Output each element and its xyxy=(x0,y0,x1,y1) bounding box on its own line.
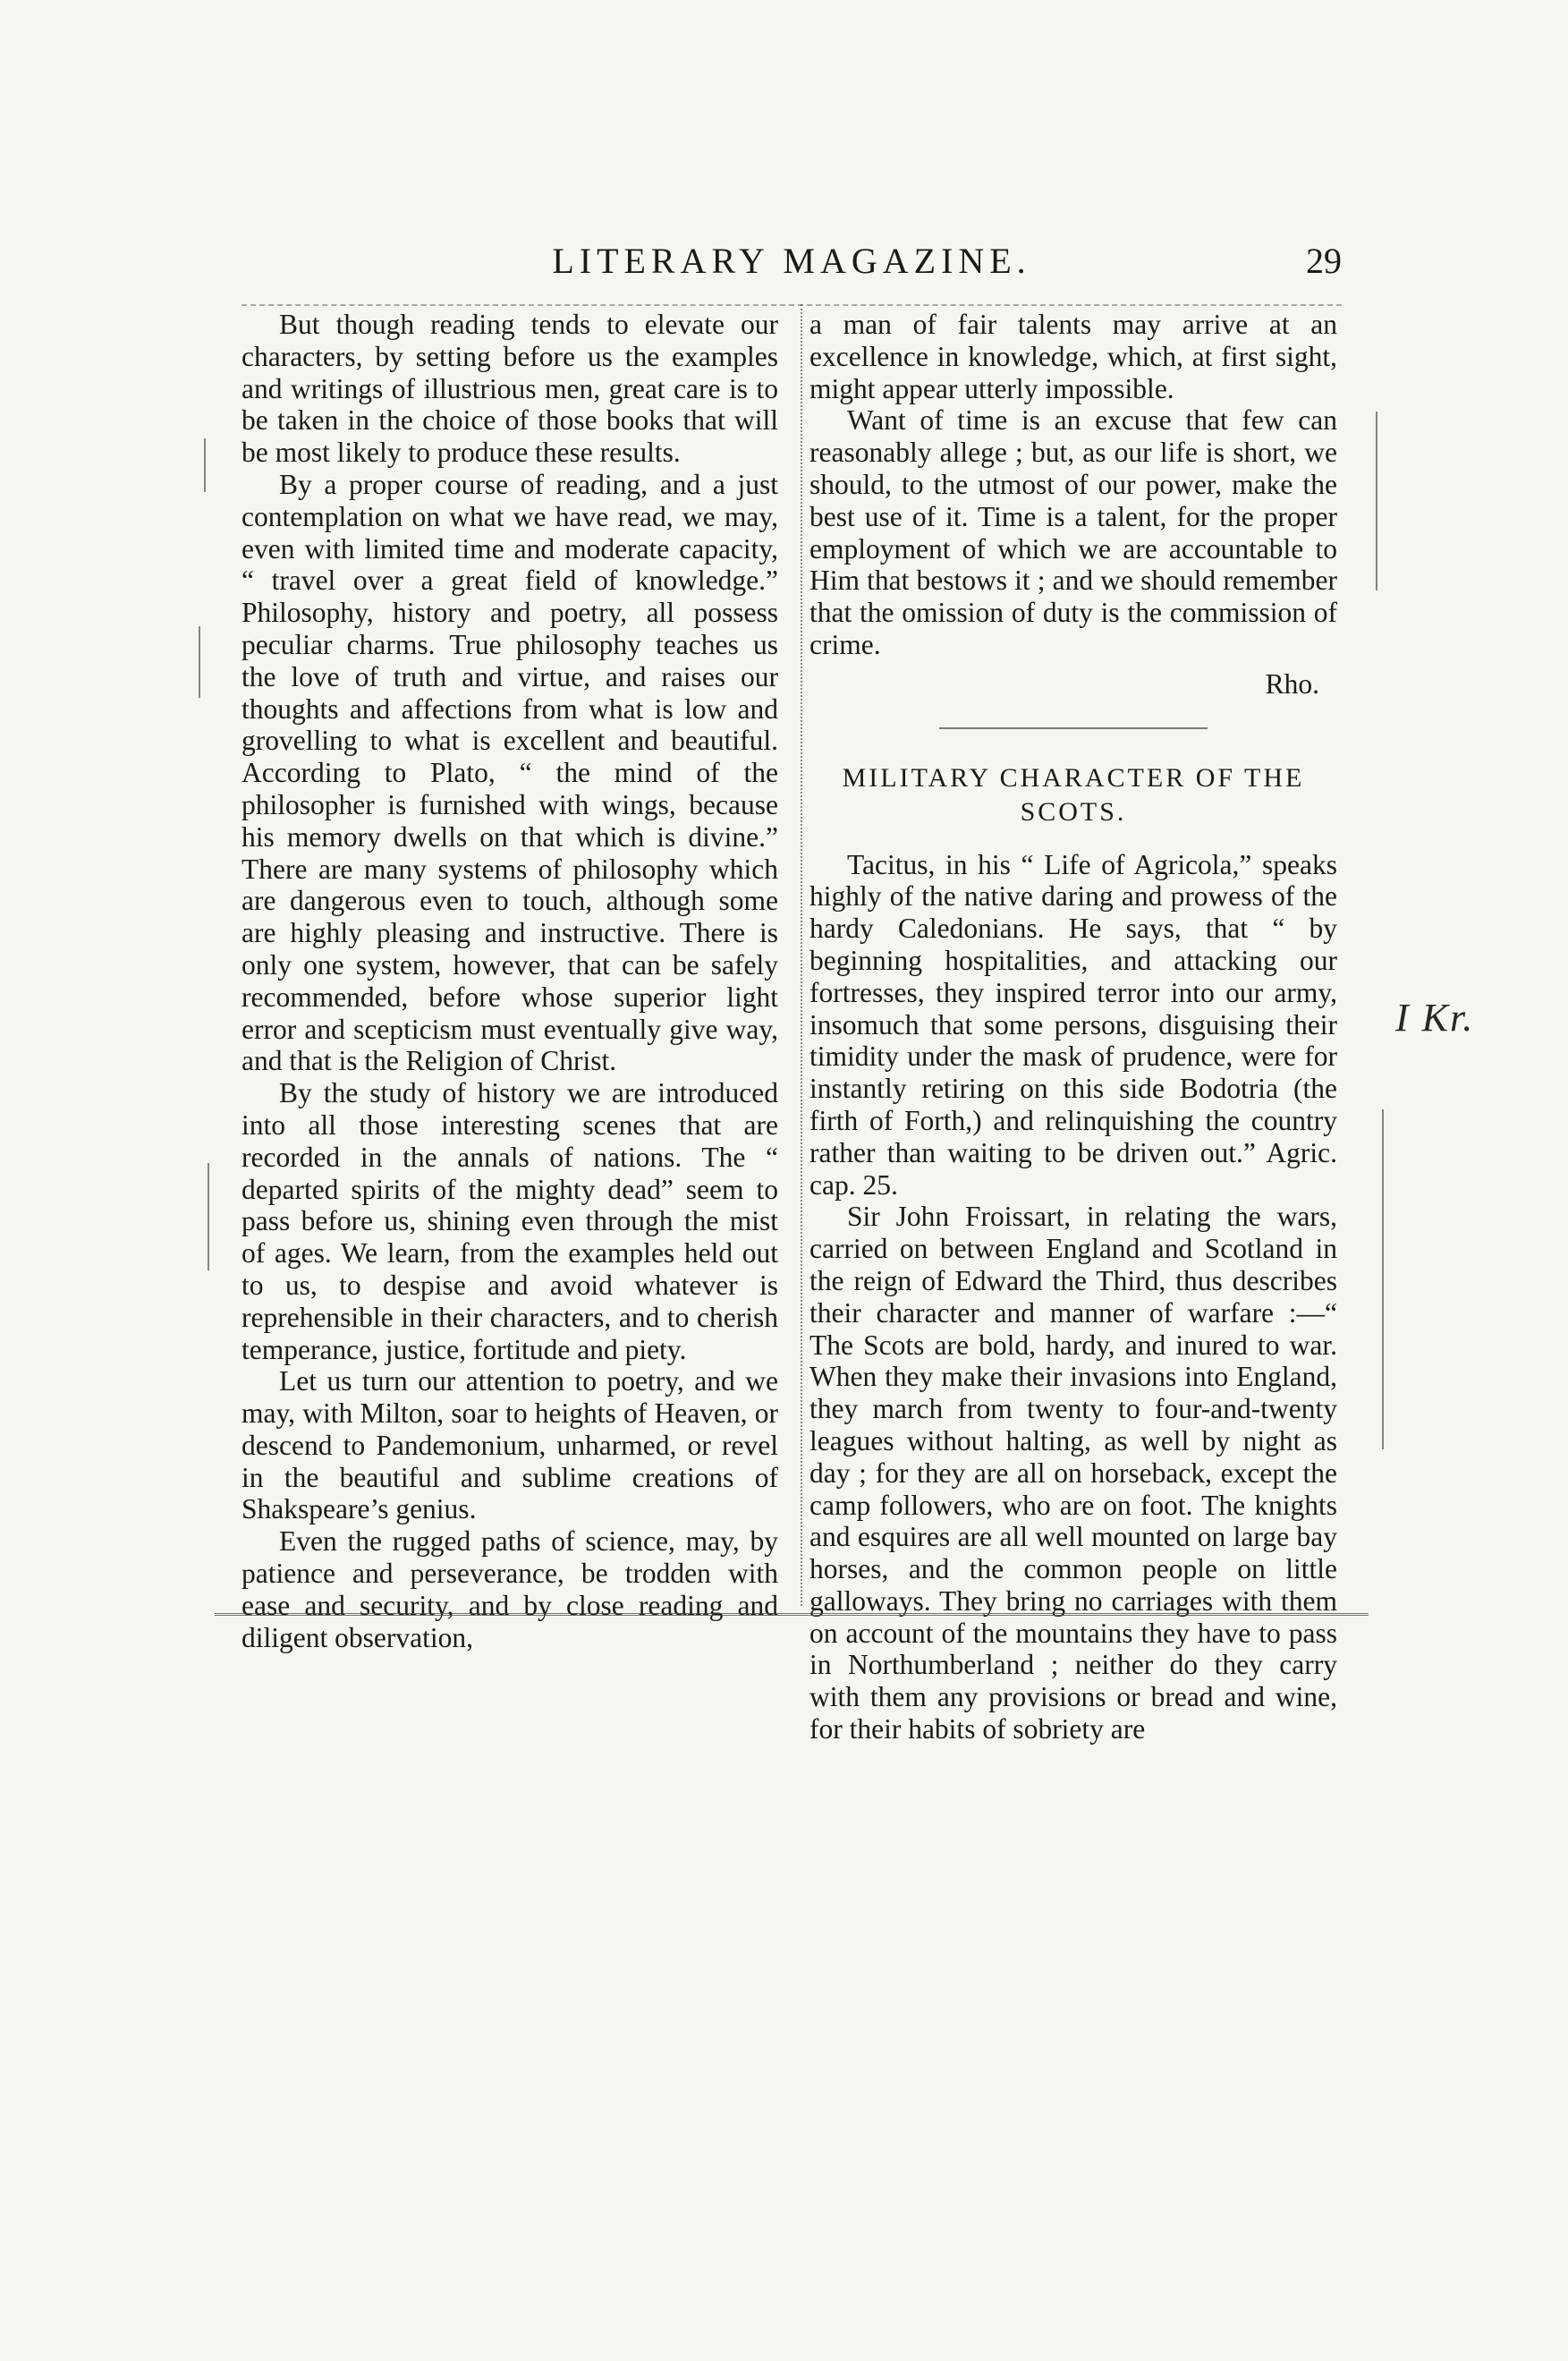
magazine-title: LITERARY MAGAZINE. xyxy=(552,241,1031,281)
margin-speck xyxy=(1382,1109,1384,1449)
page-number: 29 xyxy=(1306,241,1342,281)
handwritten-margin-note: I Kr. xyxy=(1395,996,1475,1040)
paragraph-froissart: Sir John Froissart, in relating the wars, carried on between England and Scotland in the reign of Edward the Third, thus describes their character and manner of warfare :—“ The Scots are bold, hardy, and inured to war. When they make their invasions into England, they march from twenty to four-and-twenty leagues without halting, as well by night as day ; for they are all on horseback, except the camp followers, who are on foot. The knights and esquires are all well mounted on large bay horses, and the common people on little galloways. They bring no carriages with them on account of the mountains they have to pass in Northumberland ; neither do they carry with them any provisions or bread and wine, for their habits of sobriety are xyxy=(809,1201,1337,1745)
paragraph-science: Even the rugged paths of science, may, by patience and perseverance, be trodden with ease and security, and by close reading and diligent observation, xyxy=(242,1525,778,1653)
right-column xyxy=(809,309,1337,1745)
column-divider xyxy=(801,304,802,1606)
margin-speck xyxy=(208,1163,209,1270)
left-column xyxy=(242,309,778,1653)
margin-speck xyxy=(1376,412,1377,590)
section-heading: MILITARY CHARACTER OF THE SCOTS. xyxy=(842,762,1305,827)
author-signature: Rho. xyxy=(1265,667,1319,700)
paragraph-reading: But though reading tends to elevate our characters, by setting before us the examples and writings of illustrious men, great care is to be taken in the choice of those books that will be most likely to produce these results. xyxy=(242,309,778,469)
paragraph-continuation: a man of fair talents may arrive at an excellence in knowledge, which, at first sight, might appear utterly impossible. xyxy=(809,309,1337,404)
paragraph-poetry: Let us turn our attention to poetry, and we may, with Milton, soar to heights of Heaven, or descend to Pandemonium, unharmed, or revel in the beautiful and sublime creations of Shakspeare’s genius. xyxy=(242,1365,778,1525)
paragraph-tacitus: Tacitus, in his “ Life of Agricola,” speaks highly of the native daring and prowess of the hardy Caledonians. He says, that “ by beginning hospitalities, and attacking our fortresses, they inspired terror into our army, insomuch that some persons, disguising their timidity under the mask of prudence, were for instantly retiring on this side Bodotria (the firth of Forth,) and relinquishing the country rather than waiting to be driven out.” Agric. cap. 25. xyxy=(809,848,1337,1201)
margin-speck xyxy=(199,626,200,698)
footer-rule xyxy=(215,1613,1369,1616)
paragraph-philosophy: By a proper course of reading, and a just contemplation on what we have read, we may, even with limited time and moderate capacity, “ travel over a great field of knowledge.” Philosophy, history and poetry, all possess peculiar charms. True philosophy teaches us the love of truth and virtue, and raises our thoughts and affections from what is low and grovelling to what is excellent and beautiful. According to Plato, “ the mind of the philosopher is furnished with wings, because his memory dwells on that which is divine.” There are many systems of philosophy which are dangerous even to touch, although some are highly pleasing and instructive. There is only one system, however, that can be safely recommended, before whose superior light error and scepticism must eventually give way, and that is the Religion of Christ. xyxy=(242,468,778,1077)
paragraph-time: Want of time is an excuse that few can reasonably allege ; but, as our life is short, we should, to the utmost of our power, make the best use of it. Time is a talent, for the proper employment of which we are accountable to Him that bestows it ; and we should remember that the omission of duty is the commission of crime. xyxy=(809,404,1337,660)
running-head xyxy=(242,240,1342,293)
header-rule xyxy=(242,304,1342,306)
section-rule xyxy=(939,727,1208,729)
margin-speck xyxy=(204,438,206,492)
paragraph-history: By the study of history we are introduced into all those interesting scenes that are recorded in the annals of nations. The “ departed spirits of the mighty dead” seem to pass before us, shining even through the mist of ages. We learn, from the examples held out to us, to despise and avoid whatever is reprehensible in their characters, and to cherish temperance, justice, fortitude and piety. xyxy=(242,1077,778,1365)
